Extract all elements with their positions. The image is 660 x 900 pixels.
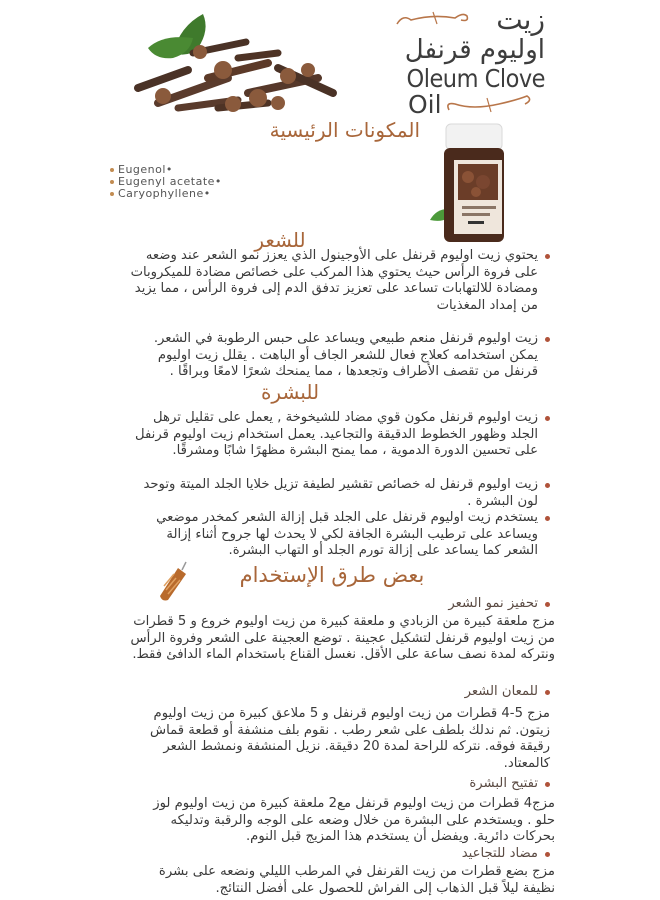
bullet-icon — [110, 180, 114, 184]
skin-point-text: زيت اوليوم قرنفل له خصائص تقشير لطيفة تزيل خلايا الجلد الميتة وتوحد لون البشرة . — [130, 477, 550, 510]
usage-method-body: مزج 5-4 قطرات من زيت اوليوم قرنفل و 5 ملاعق كبيرة من زيت اوليوم زيتون. ثم ندلك بلطف على شعر رطب . نقوم بلف منشفة أو قطعة قماش رقيقة فوقه. نتركه للراحة لمدة 20 دقيقة. نزيل المنشفة ونمشط الشعر كالمعتاد. — [150, 706, 550, 771]
skin-point — [130, 410, 550, 460]
ingredients-title: المكونات الرئيسية — [269, 118, 420, 142]
bullet-icon — [110, 168, 114, 172]
usage-method-title — [330, 684, 550, 701]
title-en-line1: Oleum Clove — [406, 64, 545, 93]
ingredients-list — [110, 164, 222, 200]
usage-method-body: مزج ملعقة كبيرة من الزبادي و ملعقة كبيرة من زيت اوليوم خروع و 5 قطرات من زيت اوليوم قرنفل لتشكيل عجينة . توضع العجينة على الشعر وفروة الرأس ونتركه لمدة نصف ساعة على الأقل. نغسل القناع باستخدام الماء الدافئ فقط. — [130, 614, 555, 662]
hair-point-text: يحتوي زيت اوليوم قرنفل على الأوجينول الذي يعزز نمو الشعر عند وضعه على فروة الرأس حيث يحتوي هذا المركب على خصائص مضادة للميكروبات ومضادة للالتهابات تساعد على تعزيز تدفق الدم إلى فروة الرأس ، مما يزيد من إمداد المغذيات — [130, 248, 550, 314]
usage-method-title-text: للمعان الشعر — [330, 684, 550, 701]
ingredient-label: Caryophyllene• — [118, 187, 211, 200]
hair-point-text: زيت اوليوم قرنفل منعم طبيعي ويساعد على حبس الرطوبة في الشعر. يمكن استخدامه كعلاج فعال للشعر الجاف أو الباهت . يقلل زيت اوليوم قرنفل من تقصف الأطراف وتجعدها ، مما يمنحك شعرًا لامعًا وبراقًا . — [130, 331, 550, 381]
hair-point — [130, 248, 550, 314]
flourish-bottom-icon — [443, 92, 535, 114]
usage-method-title — [330, 776, 550, 793]
ingredient-label: Eugenol• — [118, 163, 173, 176]
ingredient-item — [110, 188, 222, 200]
title-en-line2: Oil — [408, 90, 442, 119]
hair-point — [130, 331, 550, 381]
usage-method-title-text: مضاد للتجاعيد — [330, 846, 550, 863]
skin-section-title: للبشرة — [260, 380, 320, 404]
usage-method-title — [330, 596, 550, 613]
usage-method-body: مزج بضع قطرات من زيت القرنفل في المرطب الليلي ونضعه على بشرة نظيفة ليلاً قبل الذهاب إلى الفراش للحصول على أفضل النتائج. — [158, 864, 555, 896]
title-ar-line2: اوليوم قرنفل — [404, 35, 545, 65]
usage-method-title-text: تفتيح البشرة — [330, 776, 550, 793]
ingredient-label: Eugenyl acetate• — [118, 175, 222, 188]
hair-section-title: للشعر — [254, 228, 306, 252]
skin-point — [130, 510, 550, 560]
clove-pile-image — [118, 8, 343, 116]
usage-method-title-text: تحفيز نمو الشعر — [330, 596, 550, 613]
title-ar-line1: زيت — [496, 3, 545, 36]
flourish-top-icon — [393, 10, 471, 30]
oil-vial-icon — [156, 560, 194, 602]
usage-method-body: مزج4 قطرات من زيت اوليوم قرنفل مع2 ملعقة كبيرة من زيت اوليوم لوز حلو . ويستخدم على البشرة من خلال وضعه على الوجه والرقبة وتدليكه بحركات دائرية. ويفضل أن يستخدم هذا المزيج قبل النوم. — [153, 796, 555, 844]
bullet-icon — [110, 192, 114, 196]
usage-section-title: بعض طرق الإستخدام — [239, 563, 425, 587]
skin-point-text: يستخدم زيت اوليوم قرنفل على الجلد قبل إزالة الشعر كمخدر موضعي ويساعد على ترطيب البشرة الجافة لكي لا يحدث لها جروح أثناء إزالة الشعر كما يساعد على إزالة تورم الجلد أو التهاب البشرة. — [130, 510, 550, 560]
skin-point — [130, 477, 550, 510]
usage-method-title — [330, 846, 550, 863]
skin-point-text: زيت اوليوم قرنفل مكون قوي مضاد للشيخوخة , يعمل على تقليل ترهل الجلد وظهور الخطوط الدقيقة والتجاعيد. يعمل استخدام زيت اوليوم قرنفل على تحسين الدورة الدموية ، مما يمنح البشرة مظهرًا شابًا ومشرقًا. — [130, 410, 550, 460]
product-bottle-image — [428, 122, 506, 244]
